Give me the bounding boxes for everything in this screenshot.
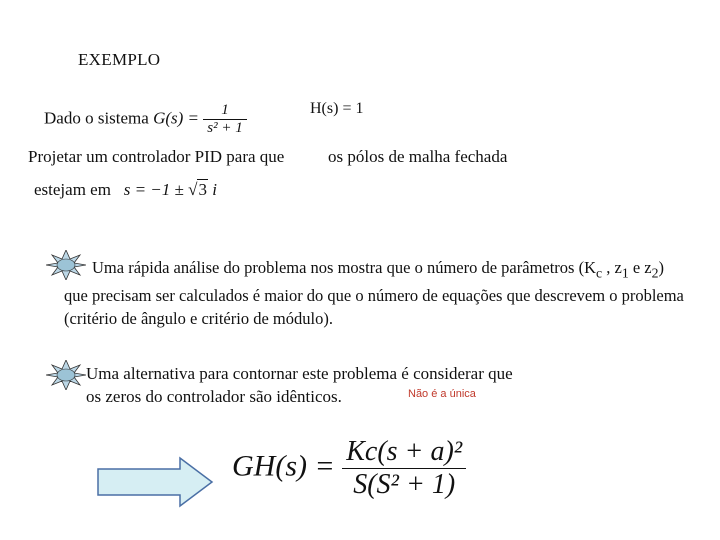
g-denominator: s² + 1 [203,119,246,137]
gh-denominator: S(S² + 1) [342,468,466,501]
z2-subscript: 2 [651,265,659,281]
bullet1-close: ) [658,258,664,277]
bullet-paragraph-1 [64,256,684,330]
g-numerator: 1 [221,102,229,118]
poles-sqrt: 3 [198,180,207,199]
bullet1-and: e z [628,258,652,277]
bullet2-line1: Uma alternativa para contornar este problema é considerar que [86,364,513,383]
gh-formula [232,436,466,501]
system-statement [44,102,247,137]
bullet-paragraph-2 [64,362,513,408]
z1-subscript: 1 [621,265,629,281]
g-lhs: G(s) = [153,108,200,128]
gh-fraction [342,436,466,501]
page-title: EXEMPLO [78,50,161,69]
poles-b: i [207,180,217,199]
bullet1-line3: (critério de ângulo e critério de módulo). [64,309,333,329]
poles-prefix: estejam em [34,180,111,199]
gh-lhs: GH(s) = [232,449,335,483]
g-fraction [203,102,246,137]
kc-subscript: c [596,265,603,281]
bullet1-line1: Uma rápida análise do problema nos mostra que o número de parâmetros (K [92,258,597,277]
annotation-note: Não é a única [408,388,476,400]
problem-line-1a: Projetar um controlador PID para que [28,147,285,166]
problem-line-2: estejam em s = −1 ± √3 i [34,180,217,199]
bullet1-line2: que precisam ser calculados é maior do que o número de equações que descrevem o problema [64,286,684,306]
given-prefix: Dado o sistema [44,108,149,128]
bullet1-mid: , z [602,258,622,277]
right-arrow-icon [96,456,216,508]
bullet2-line2: os zeros do controlador são idênticos. [86,387,342,406]
gh-numerator: Kc(s + a)² [346,436,463,467]
h-equation: H(s) = 1 [310,100,364,117]
poles-a: s = −1 ± [123,180,189,199]
problem-line-1b: os pólos de malha fechada [328,147,508,166]
